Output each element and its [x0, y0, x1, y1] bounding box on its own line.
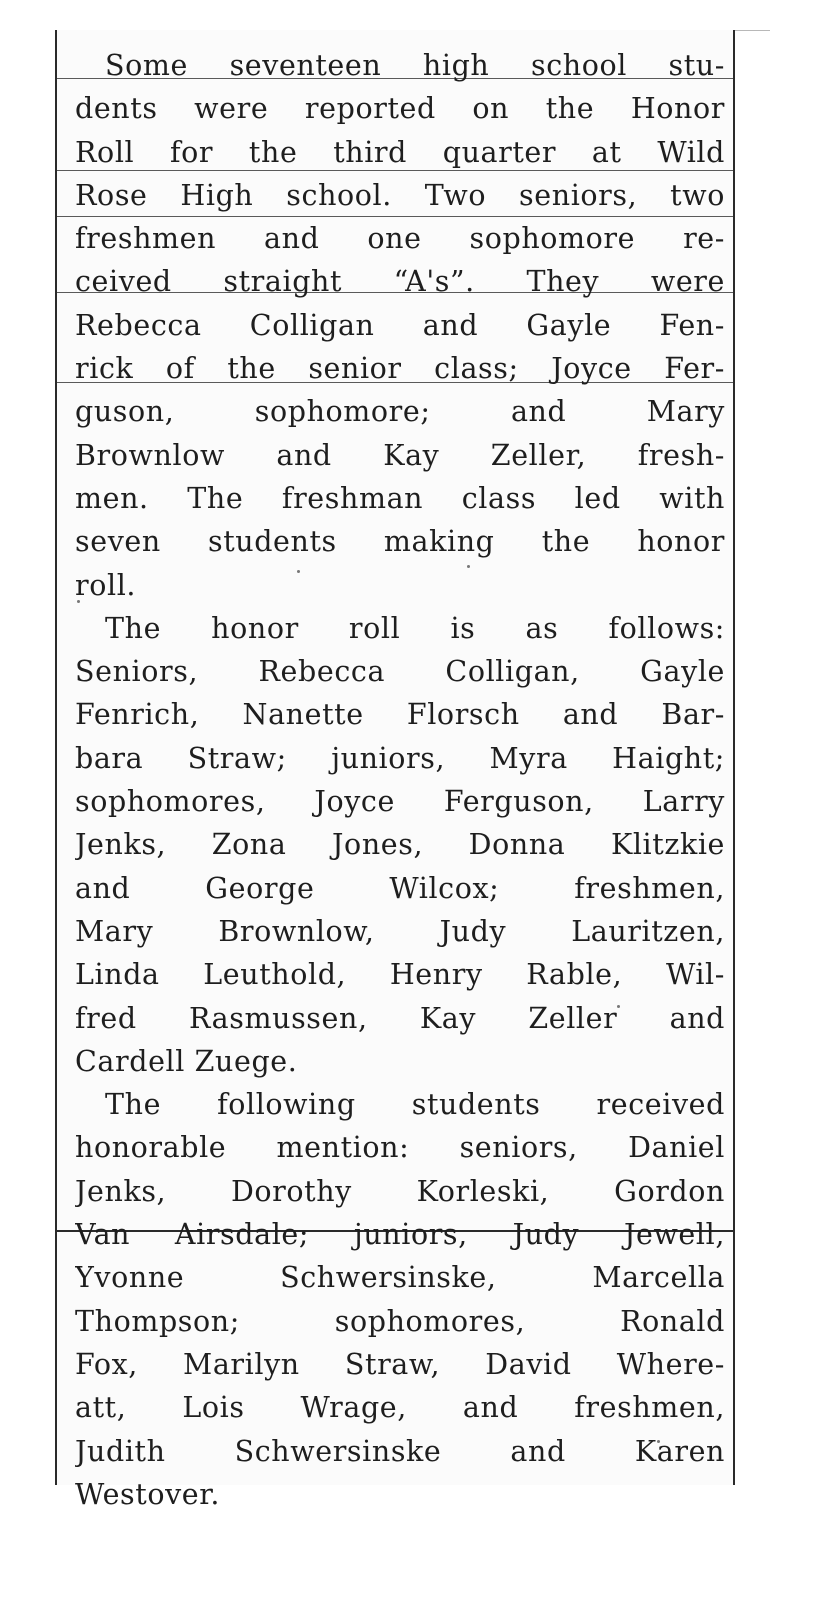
- text-line: bara Straw; juniors, Myra Haight;: [75, 741, 725, 775]
- text-line: Thompson; sophomores, Ronald: [75, 1304, 725, 1338]
- text-line: freshmen and one sophomore re-: [75, 222, 725, 256]
- text-line: Seniors, Rebecca Colligan, Gayle: [75, 655, 725, 689]
- text-line: roll.: [75, 568, 137, 602]
- text-line: Westover.: [75, 1477, 220, 1511]
- text-line: Rebecca Colligan and Gayle Fen-: [75, 308, 725, 342]
- text-line: ceived straight “A's”. They were: [75, 265, 725, 299]
- text-line: Jenks, Dorothy Korleski, Gordon: [75, 1174, 725, 1208]
- text-line: Some seventeen high school stu-: [105, 49, 725, 82]
- paragraph-intro: [75, 44, 725, 607]
- text-line: honorable mention: seniors, Daniel: [75, 1131, 725, 1165]
- text-line: rick of the senior class; Joyce Fer-: [75, 352, 725, 386]
- text-line: att, Lois Wrage, and freshmen,: [75, 1391, 725, 1425]
- text-line: The honor roll is as follows:: [105, 611, 725, 645]
- text-line: Linda Leuthold, Henry Rable, Wil-: [75, 958, 725, 992]
- text-line: Cardell Zuege.: [75, 1044, 298, 1078]
- text-line: Judith Schwersinske and Karen: [75, 1434, 725, 1468]
- text-line: Van Airsdale; juniors, Judy Jewell,: [75, 1218, 725, 1252]
- text-line: dents were reported on the Honor: [75, 92, 725, 126]
- text-line: The following students received: [105, 1088, 725, 1122]
- newspaper-clipping: [55, 30, 735, 1511]
- text-line: Rose High school. Two seniors, two: [75, 178, 725, 212]
- text-line: fred Rasmussen, Kay Zeller and: [75, 1001, 725, 1035]
- text-line: Fenrich, Nanette Florsch and Bar-: [75, 698, 725, 732]
- text-line: Roll for the third quarter at Wild: [75, 135, 725, 169]
- text-line: sophomores, Joyce Ferguson, Larry: [75, 785, 725, 819]
- article-body: [75, 44, 725, 1516]
- text-line: seven students making the honor: [75, 525, 725, 559]
- paragraph-honor-roll: [75, 607, 725, 1083]
- text-line: Mary Brownlow, Judy Lauritzen,: [75, 914, 725, 948]
- text-line: guson, sophomore; and Mary: [75, 395, 725, 429]
- text-line: Jenks, Zona Jones, Donna Klitzkie: [75, 828, 725, 862]
- text-line: Yvonne Schwersinske, Marcella: [75, 1261, 725, 1295]
- text-line: Fox, Marilyn Straw, David Where-: [75, 1347, 725, 1381]
- text-line: men. The freshman class led with: [75, 481, 725, 515]
- text-line: and George Wilcox; freshmen,: [75, 871, 725, 905]
- paragraph-honorable-mention: [75, 1083, 725, 1516]
- text-line: Brownlow and Kay Zeller, fresh-: [75, 438, 725, 472]
